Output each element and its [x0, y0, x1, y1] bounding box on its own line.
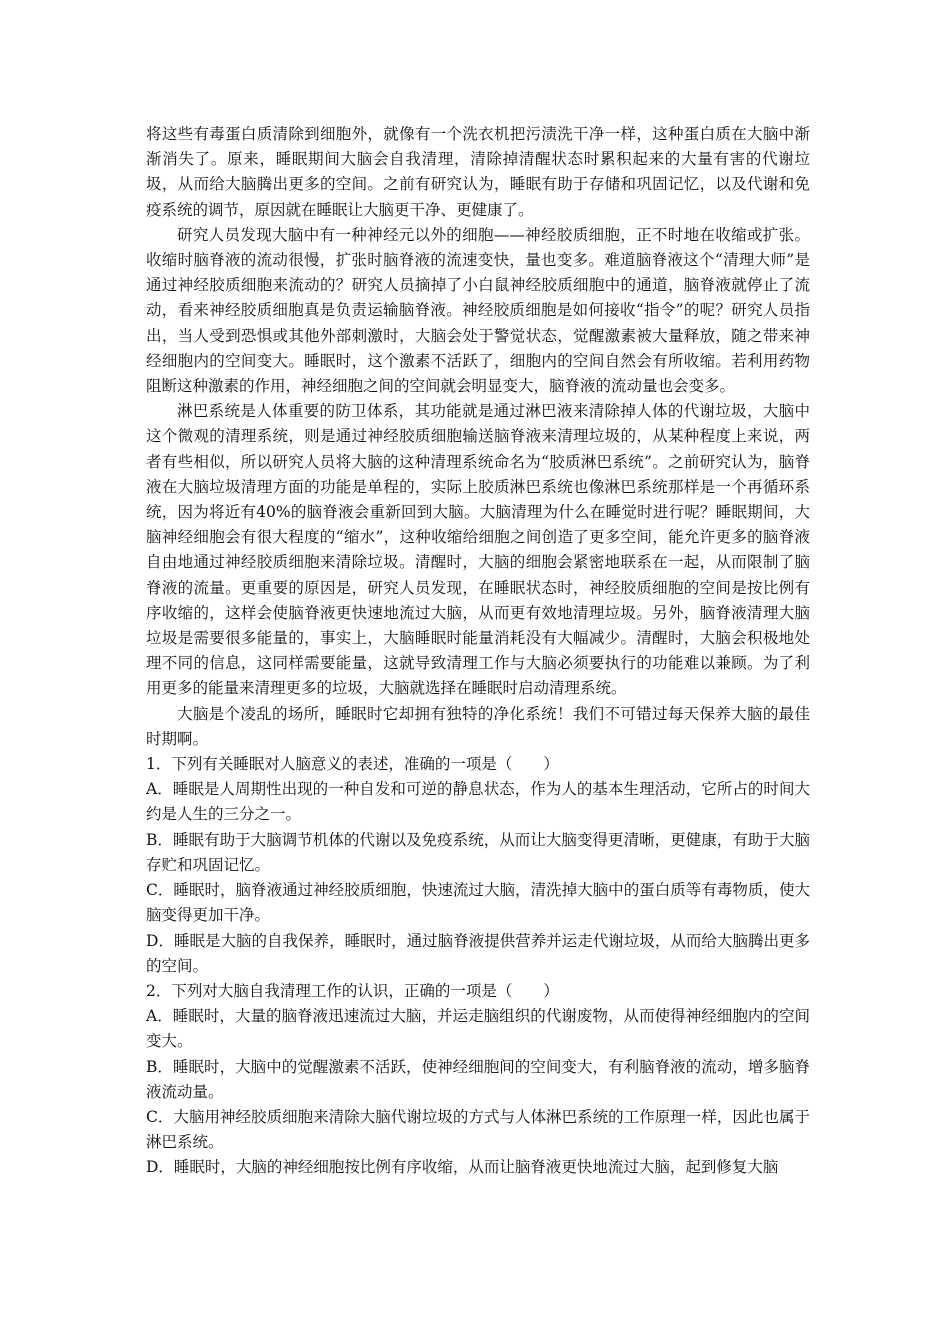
option-a: A．睡眠是人周期性出现的一种自发和可逆的静息状态，作为人的基本生理活动，它所占的时间大约是人生的三分之一。: [146, 780, 810, 824]
option-b: B．睡眠时，大脑中的觉醒激素不活跃，使神经细胞间的空间变大，有利脑脊液的流动，增多脑脊液流动量。: [146, 1057, 810, 1101]
passage-paragraph-4: 大脑是个凌乱的场所，睡眠时它却拥有独特的净化系统！我们不可错过每天保养大脑的最佳时期啊。: [146, 704, 810, 748]
option-c: C．大脑用神经胶质细胞来清除大脑代谢垃圾的方式与人体淋巴系统的工作原理一样，因此也属于淋巴系统。: [146, 1107, 810, 1152]
question-2: [146, 979, 810, 1181]
option-a: A．睡眠时，大量的脑脊液迅速流过大脑，并运走脑组织的代谢废物，从而使得神经细胞内的空间变大。: [146, 1007, 810, 1051]
option-d: D．睡眠时，大脑的神经细胞按比例有序收缩，从而让脑脊液更快地流过大脑，起到修复大脑: [146, 1158, 779, 1177]
passage-paragraph-2: 研究人员发现大脑中有一种神经元以外的细胞——神经胶质细胞，正不时地在收缩或扩张。收缩时脑脊液的流动很慢，扩张时脑脊液的流速变快，量也变多。难道脑脊液这个“清理大师”是通过神经胶质细胞来流动的？研究人员摘掉了小白鼠神经胶质细胞中的通道，脑脊液就停止了流动，看来神经胶质细胞真是负责运输脑脊液。神经胶质细胞是如何接收“指令”的呢？研究人员指出，当人受到恐惧或其他外部刺激时，大脑会处于警觉状态，觉醒激素被大量释放，随之带来神经细胞内的空间变大。睡眠时，这个激素不活跃了，细胞内的空间自然会有所收缩。若利用药物阻断这种激素的作用，神经细胞之间的空间就会明显变大，脑脊液的流动量也会变多。: [146, 225, 810, 396]
passage-paragraph-1: 将这些有毒蛋白质清除到细胞外，就像有一个洗衣机把污渍洗干净一样，这种蛋白质在大脑中渐渐消失了。原来，睡眠期间大脑会自我清理，清除掉清醒状态时累积起来的大量有害的代谢垃圾，从而给大脑腾出更多的空间。之前有研究认为，睡眠有助于存储和巩固记忆，以及代谢和免疫系统的调节，原因就在睡眠让大脑更干净、更健康了。: [146, 125, 810, 219]
document-page: [146, 122, 810, 1181]
option-d: D．睡眠是大脑的自我保养，睡眠时，通过脑脊液提供营养并运走代谢垃圾，从而给大脑腾出更多的空间。: [146, 931, 810, 975]
question-stem: 2．下列对大脑自我清理工作的认识，正确的一项是（ ）: [146, 981, 559, 1000]
option-c: C．睡眠时，脑脊液通过神经胶质细胞，快速流过大脑，清洗掉大脑中的蛋白质等有毒物质，使大脑变得更加干净。: [146, 881, 810, 925]
question-1: [146, 752, 810, 979]
option-b: B．睡眠有助于大脑调节机体的代谢以及免疫系统，从而让大脑变得更清晰，更健康，有助于大脑存贮和巩固记忆。: [146, 830, 810, 874]
question-stem: 1．下列有关睡眠对人脑意义的表述，准确的一项是（ ）: [146, 755, 559, 774]
passage-paragraph-3: 淋巴系统是人体重要的防卫体系，其功能就是通过淋巴液来清除掉人体的代谢垃圾，大脑中这个微观的清理系统，则是通过神经胶质细胞输送脑脊液来清理垃圾的，从某种程度上来说，两者有些相似，所以研究人员将大脑的这种清理系统命名为“胶质淋巴系统”。之前研究认为，脑脊液在大脑垃圾清理方面的功能是单程的，实际上胶质淋巴系统也像淋巴系统那样是一个再循环系统，因为将近有40%的脑脊液会重新回到大脑。大脑清理为什么在睡觉时进行呢？睡眠期间，大脑神经细胞会有很大程度的“缩水”，这种收缩给细胞之间创造了更多空间，能允许更多的脑脊液自由地通过神经胶质细胞来清除垃圾。清醒时，大脑的细胞会紧密地联系在一起，从而限制了脑脊液的流量。更重要的原因是，研究人员发现，在睡眠状态时，神经胶质细胞的空间是按比例有序收缩的，这样会使脑脊液更快速地流过大脑，从而更有效地清理垃圾。另外，脑脊液清理大脑垃圾是需要很多能量的，事实上，大脑睡眠时能量消耗没有大幅减少。清醒时，大脑会积极地处理不同的信息，这同样需要能量，这就导致清理工作与大脑必须要执行的功能难以兼顾。为了利用更多的能量来清理更多的垃圾，大脑就选择在睡眠时启动清理系统。: [146, 402, 810, 698]
